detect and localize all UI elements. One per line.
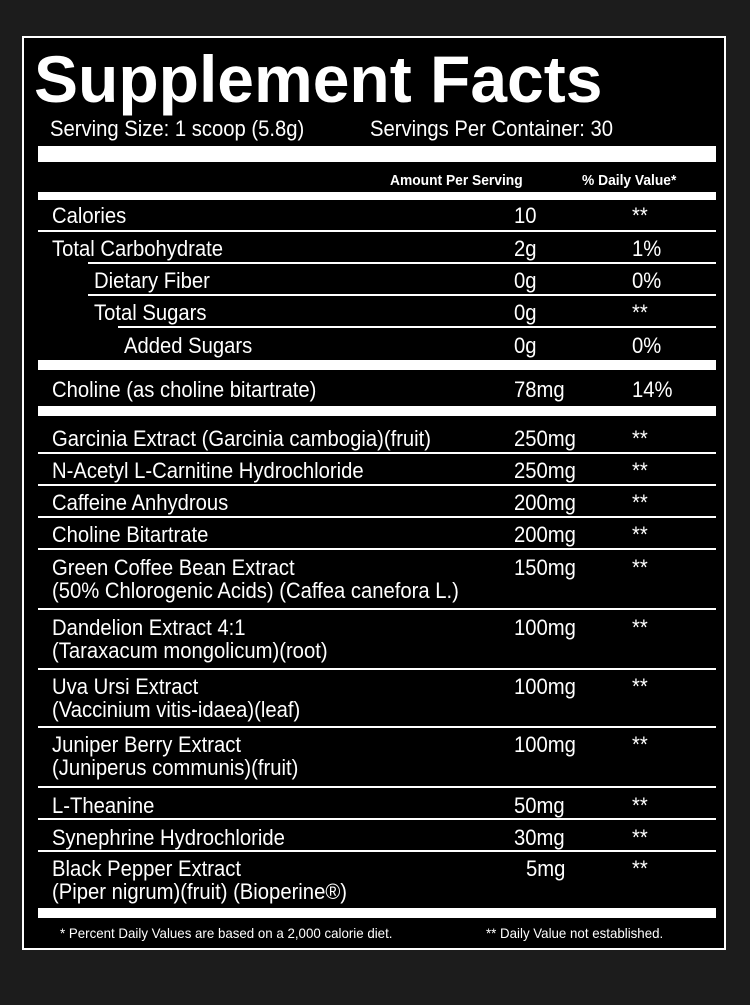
- ingredient-dv: **: [632, 458, 648, 483]
- servings-per-container: Servings Per Container: 30: [370, 116, 614, 141]
- row-divider: [38, 786, 716, 788]
- ingredient-dv: **: [632, 732, 648, 757]
- ingredient-name: L-Theanine: [52, 793, 155, 818]
- ingredient-name: [52, 556, 459, 602]
- ingredient-name: Garcinia Extract (Garcinia cambogia)(fruit): [52, 426, 432, 451]
- nutrient-name: Dietary Fiber: [94, 268, 210, 293]
- choline-dv: 14%: [632, 377, 673, 402]
- nutrient-amount: 0g: [514, 268, 537, 293]
- ingredient-name-sub: (Piper nigrum)(fruit) (Bioperine®): [52, 879, 347, 904]
- thick-divider: [38, 406, 716, 416]
- ingredient-name: [52, 675, 300, 721]
- choline-amount: 78mg: [514, 377, 565, 402]
- nutrient-name: Calories: [52, 203, 127, 228]
- header-divider: [38, 192, 716, 200]
- ingredient-amount: 200mg: [514, 490, 576, 515]
- ingredient-amount: 250mg: [514, 426, 576, 451]
- ingredient-dv: **: [632, 856, 648, 881]
- row-divider: [118, 326, 716, 328]
- row-divider: [88, 262, 716, 264]
- row-divider: [38, 452, 716, 454]
- ingredient-name-main: Black Pepper Extract: [52, 856, 242, 881]
- panel-title: Supplement Facts: [34, 42, 603, 116]
- ingredient-name: [52, 857, 347, 903]
- ingredient-amount: 50mg: [514, 793, 565, 818]
- nutrient-amount: 2g: [514, 236, 537, 261]
- row-divider: [38, 668, 716, 670]
- ingredient-amount: 250mg: [514, 458, 576, 483]
- row-divider: [38, 230, 716, 232]
- ingredient-amount: 200mg: [514, 522, 576, 547]
- supplement-facts-panel: [22, 36, 726, 950]
- nutrient-name: Total Carbohydrate: [52, 236, 224, 261]
- row-divider: [38, 726, 716, 728]
- ingredient-name: [52, 616, 328, 662]
- row-divider: [38, 818, 716, 820]
- ingredient-dv: **: [632, 793, 648, 818]
- thick-divider: [38, 360, 716, 370]
- row-divider: [38, 548, 716, 550]
- nutrient-amount: 10: [514, 203, 537, 228]
- thick-divider-bottom: [38, 908, 716, 918]
- ingredient-name-sub: (Juniperus communis)(fruit): [52, 755, 299, 780]
- ingredient-dv: **: [632, 615, 648, 640]
- ingredient-dv: **: [632, 490, 648, 515]
- ingredient-name-main: Green Coffee Bean Extract: [52, 555, 295, 580]
- ingredient-dv: **: [632, 522, 648, 547]
- row-divider: [88, 294, 716, 296]
- ingredient-name: [52, 733, 298, 779]
- ingredient-name: N-Acetyl L-Carnitine Hydrochloride: [52, 458, 364, 483]
- choline-name: Choline (as choline bitartrate): [52, 377, 317, 402]
- ingredient-name-sub: (Vaccinium vitis-idaea)(leaf): [52, 697, 301, 722]
- nutrient-dv: 0%: [632, 268, 662, 293]
- ingredient-name: Synephrine Hydrochloride: [52, 825, 285, 850]
- ingredient-amount: 30mg: [514, 825, 565, 850]
- ingredient-name: Caffeine Anhydrous: [52, 490, 229, 515]
- nutrient-dv: **: [632, 300, 648, 325]
- nutrient-dv: **: [632, 203, 648, 228]
- thick-divider-top: [38, 146, 716, 162]
- row-divider: [38, 850, 716, 852]
- ingredient-amount: 150mg: [514, 555, 576, 580]
- daily-value-header: % Daily Value*: [582, 172, 677, 189]
- ingredient-dv: **: [632, 426, 648, 451]
- ingredient-name: Choline Bitartrate: [52, 522, 209, 547]
- nutrient-name: Total Sugars: [94, 300, 207, 325]
- row-divider: [38, 516, 716, 518]
- nutrient-amount: 0g: [514, 300, 537, 325]
- ingredient-amount: 100mg: [514, 674, 576, 699]
- ingredient-dv: **: [632, 674, 648, 699]
- ingredient-amount: 5mg: [526, 856, 566, 881]
- footnote-not-established: ** Daily Value not established.: [486, 925, 664, 941]
- ingredient-amount: 100mg: [514, 615, 576, 640]
- serving-size: Serving Size: 1 scoop (5.8g): [50, 116, 305, 141]
- ingredient-dv: **: [632, 825, 648, 850]
- ingredient-name-sub: (Taraxacum mongolicum)(root): [52, 638, 328, 663]
- nutrient-name: Added Sugars: [124, 333, 253, 358]
- ingredient-name-main: Uva Ursi Extract: [52, 674, 199, 699]
- ingredient-amount: 100mg: [514, 732, 576, 757]
- footnote-daily-values: * Percent Daily Values are based on a 2,000 calorie diet.: [60, 925, 393, 941]
- ingredient-name-main: Juniper Berry Extract: [52, 732, 241, 757]
- ingredient-name-sub: (50% Chlorogenic Acids) (Caffea canefora L.): [52, 578, 459, 603]
- ingredient-dv: **: [632, 555, 648, 580]
- nutrient-amount: 0g: [514, 333, 537, 358]
- amount-per-serving-header: Amount Per Serving: [390, 172, 523, 189]
- row-divider: [38, 484, 716, 486]
- nutrient-dv: 1%: [632, 236, 662, 261]
- row-divider: [38, 608, 716, 610]
- nutrient-dv: 0%: [632, 333, 662, 358]
- ingredient-name-main: Dandelion Extract 4:1: [52, 615, 246, 640]
